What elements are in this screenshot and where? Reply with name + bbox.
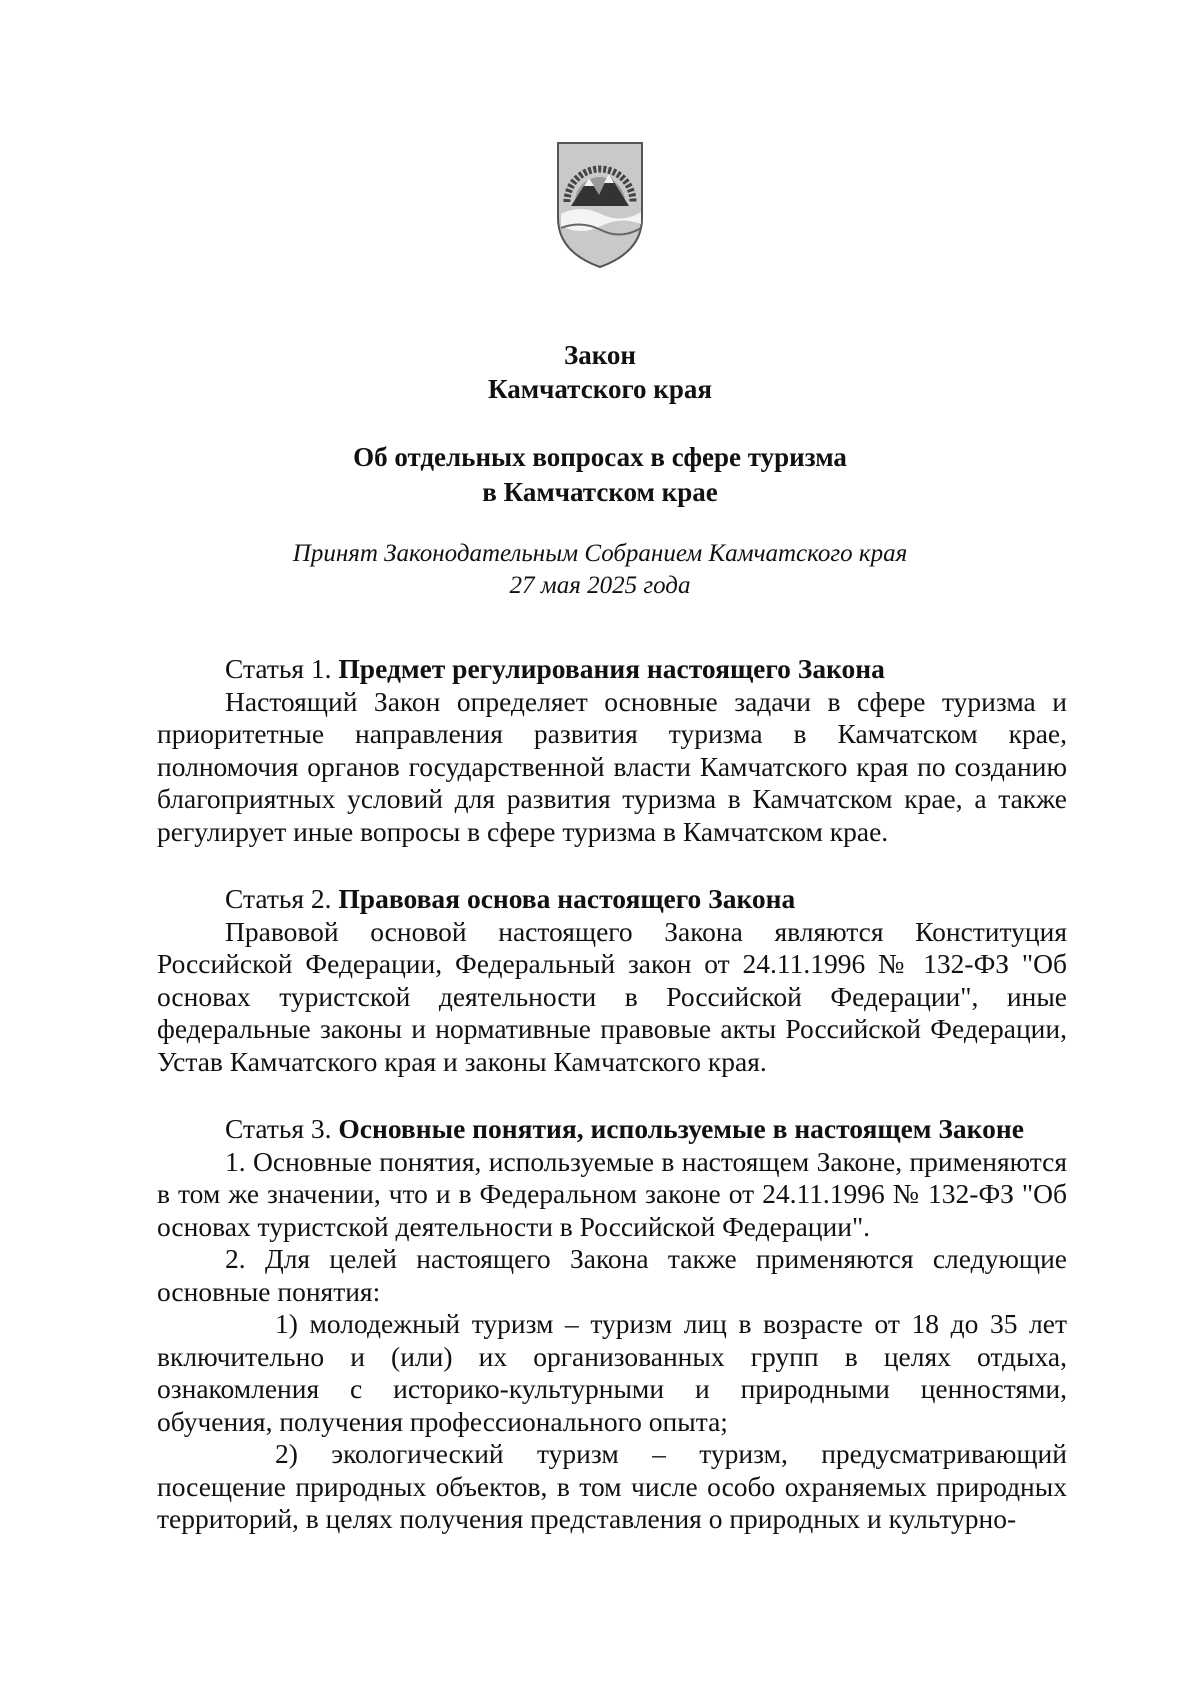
law-body (157, 653, 1067, 1571)
coat-of-arms-icon (555, 140, 645, 270)
adopted-date: 27 мая 2025 года (509, 572, 691, 599)
adoption-note (0, 538, 1200, 602)
subject-line-1: Об отдельных вопросах в сфере туризма (353, 442, 847, 472)
article-title: Предмет регулирования настоящего Закона (338, 653, 885, 684)
article-paragraph: 2. Для целей настоящего Закона также применяются следующие основные понятия: (157, 1243, 1067, 1307)
definition-item: 1) молодежный туризм – туризм лиц в возрасте от 18 до 35 лет включительно и (или) их организованных групп в целях отдыха, ознакомления с историко-культурными и природными ценностями, обучения, получения профессионального опыта; (157, 1308, 1067, 1437)
article-heading (157, 1113, 1067, 1146)
region-name: Камчатского края (488, 374, 712, 404)
article-label: Статья 3. (225, 1113, 332, 1144)
article-2 (157, 883, 1067, 1078)
adopted-by: Принят Законодательным Собранием Камчатского края (292, 540, 908, 567)
article-paragraph: Настоящий Закон определяет основные задачи в сфере туризма и приоритетные направления развития туризма в Камчатском крае, полномочия органов государственной власти Камчатского края по созданию благоприятных условий для развития туризма в Камчатском крае, а также регулирует иные вопросы в сфере туризма в Камчатском крае. (157, 685, 1067, 847)
definition-item: 2) экологический туризм – туризм, предусматривающий посещение природных объектов, в том числе особо охраняемых природных территорий, в целях получения представления о природных и культурно- (157, 1438, 1067, 1534)
article-label: Статья 1. (225, 653, 332, 684)
article-3 (157, 1113, 1067, 1536)
article-title: Правовая основа настоящего Закона (338, 883, 796, 914)
article-label: Статья 2. (225, 883, 332, 914)
subject-line-2: в Камчатском крае (482, 477, 718, 507)
law-word: Закон (563, 340, 636, 370)
article-heading (157, 653, 1067, 686)
article-heading (157, 883, 1067, 916)
article-title: Основные понятия, используемые в настоящем Законе (338, 1113, 1024, 1144)
article-paragraph: 1. Основные понятия, используемые в настоящем Законе, применяются в том же значении, что и в Федеральном законе от 24.11.1996 № 132-ФЗ "Об основах туристской деятельности в Российской Федерации". (157, 1145, 1067, 1242)
article-1 (157, 653, 1067, 848)
article-paragraph: Правовой основой настоящего Закона являются Конституция Российской Федерации, Федеральный закон от 24.11.1996 № 132-ФЗ "Об основах туристской деятельности в Российской Федерации", иные федеральные законы и нормативные правовые акты Российской Федерации, Устав Камчатского края и законы Камчатского края. (157, 915, 1067, 1077)
law-title (0, 338, 1200, 406)
law-subject (0, 440, 1200, 510)
